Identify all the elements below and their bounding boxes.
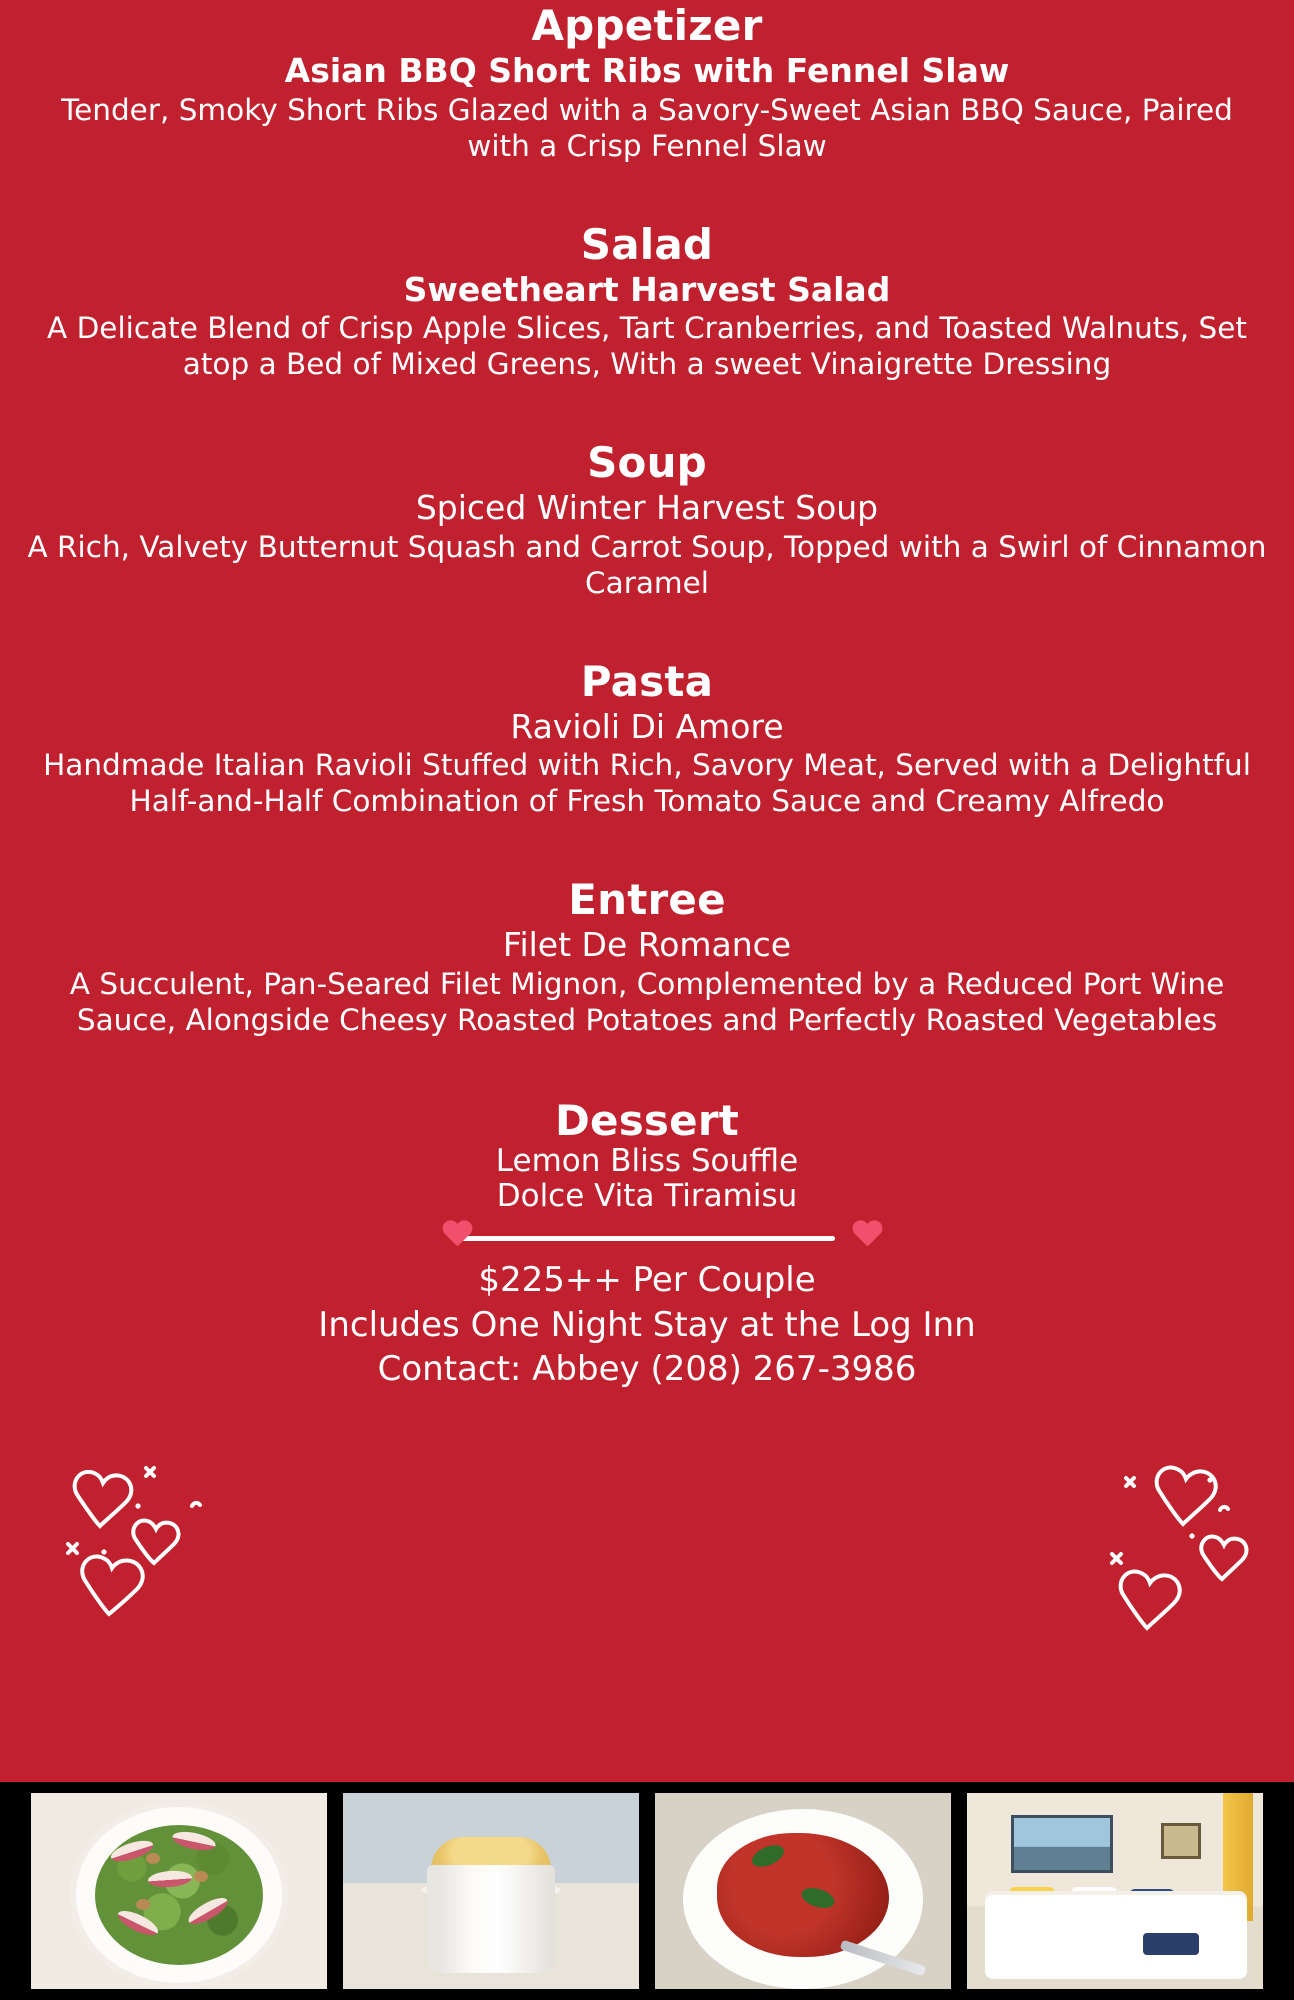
souffle-photo (343, 1793, 639, 1989)
heart-divider (0, 1221, 1294, 1255)
contact-text: Contact: Abbey (208) 267-3986 (377, 1349, 917, 1390)
spacer (0, 383, 1294, 439)
course-salad (0, 221, 1294, 384)
price-text: $225++ Per Couple (478, 1260, 816, 1301)
heart-icon (835, 1221, 869, 1255)
pasta-photo (655, 1793, 951, 1989)
dessert-section (0, 1097, 1294, 1391)
heart-icon (425, 1221, 459, 1255)
course-title: Salad (580, 219, 714, 269)
dish-description: Handmade Italian Ravioli Stuffed with Rich, Savory Meat, Served with a Delightful Half-and-Half Combination of Fresh Tomato Sauce and Creamy Alfredo (43, 748, 1251, 819)
spacer (0, 1039, 1294, 1097)
dish-description: Tender, Smoky Short Ribs Glazed with a Savory-Sweet Asian BBQ Sauce, Paired with a Crisp Fennel Slaw (61, 92, 1233, 163)
spacer (0, 165, 1294, 221)
course-title: Appetizer (531, 1, 763, 50)
dish-name: Spiced Winter Harvest Soup (415, 488, 879, 528)
dish-name: Asian BBQ Short Ribs with Fennel Slaw (284, 51, 1010, 91)
heart-doodle-right-icon (1062, 1440, 1252, 1644)
heart-doodle-left-icon (42, 1440, 232, 1644)
course-title: Entree (568, 875, 726, 925)
course-entree (0, 876, 1294, 1039)
photo-strip (0, 1782, 1294, 2000)
dessert-item: Lemon Bliss Souffle (495, 1143, 799, 1179)
dessert-item: Dolce Vita Tiramisu (496, 1177, 798, 1214)
dish-name: Filet De Romance (502, 925, 792, 965)
includes-text: Includes One Night Stay at the Log Inn (318, 1304, 976, 1345)
course-pasta (0, 658, 1294, 821)
course-title: Dessert (554, 1095, 740, 1145)
course-title: Pasta (580, 656, 714, 706)
course-soup (0, 439, 1294, 602)
spacer (0, 602, 1294, 658)
dish-description: A Succulent, Pan-Seared Filet Mignon, Complemented by a Reduced Port Wine Sauce, Alongside Cheesy Roasted Potatoes and Perfectly Roasted Vegetables (69, 967, 1225, 1037)
course-title: Soup (587, 438, 707, 488)
dish-description: A Delicate Blend of Crisp Apple Slices, Tart Cranberries, and Toasted Walnuts, Set atop a Bed of Mixed Greens, With a sweet Vinaigrette Dressing (47, 311, 1247, 382)
divider-line (459, 1236, 835, 1241)
room-photo (967, 1793, 1263, 1989)
salad-photo (31, 1793, 327, 1989)
dish-name: Sweetheart Harvest Salad (403, 269, 891, 309)
dish-name: Ravioli Di Amore (510, 706, 784, 746)
dish-description: A Rich, Valvety Butternut Squash and Carrot Soup, Topped with a Swirl of Cinnamon Caramel (27, 529, 1267, 600)
course-appetizer (0, 2, 1294, 165)
spacer (0, 820, 1294, 876)
